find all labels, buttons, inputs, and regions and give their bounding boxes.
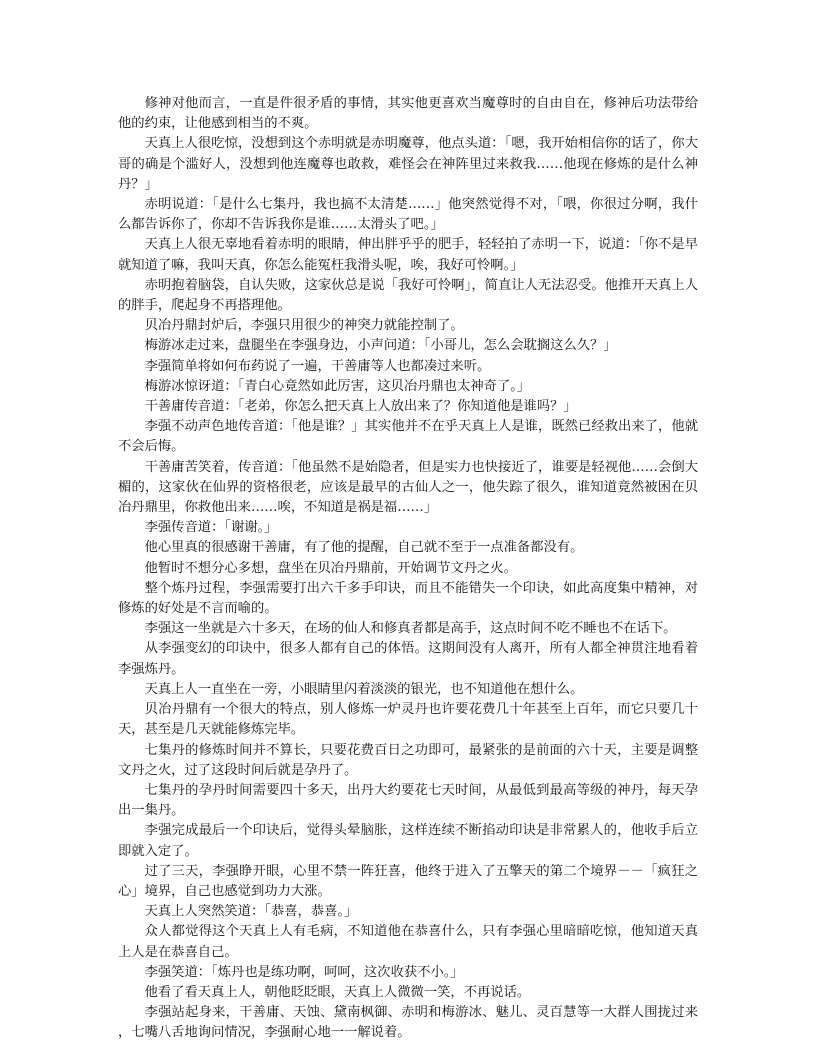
paragraph: 梅游冰走过来，盘腿坐在李强身边，小声问道：「小哥儿，怎么会耽搁这么久？」 — [144, 338, 617, 354]
paragraph: 天真上人一直坐在一旁，小眼睛里闪着淡淡的银光，也不知道他在想什么。 — [144, 681, 584, 697]
paragraph: 贝冶丹鼎有一个很大的特点，别人修炼一炉灵丹也许要花费几十年甚至上百年，而它只要几十天，甚至是几天就能修炼完毕。 — [118, 702, 698, 738]
paragraph: 李强这一坐就是六十多天，在场的仙人和修真者都是高手，这点时间不吃不睡也不在话下。 — [144, 621, 677, 637]
paragraph: 李强笑道：「炼丹也是练功啊，呵呵，这次收获不小。」 — [144, 964, 464, 980]
paragraph: 他心里真的很感谢干善庸，有了他的提醒，自己就不至于一点准备都没有。 — [144, 540, 584, 556]
paragraph: 梅游冰惊讶道：「青白心竟然如此厉害，这贝冶丹鼎也太神奇了。」 — [144, 378, 531, 394]
paragraph: 李强不动声色地传音道：「他是谁？」其实他并不在乎天真上人是谁，既然已经救出来了，他就不会后悔。 — [118, 419, 698, 455]
paragraph: 贝冶丹鼎封炉后，李强只用很少的神突力就能控制了。 — [144, 318, 464, 334]
paragraph: 修神对他而言，一直是件很矛盾的事情，其实他更喜欢当魔尊时的自由自在，修神后功法带给他的约束，让他感到相当的不爽。 — [118, 96, 698, 132]
paragraph: 李强站起身来，干善庸、天蚀、黛南枫御、赤明和梅游冰、魅儿、灵百慧等一大群人围拢过来，七嘴八舌地询问情况，李强耐心地一一解说着。 — [118, 1005, 698, 1041]
document-page — [118, 94, 698, 1044]
paragraph: 天真上人很无辜地看着赤明的眼睛，伸出胖乎乎的肥手，轻轻拍了赤明一下，说道：「你不是早就知道了嘛，我叫天真，你怎么能冤枉我滑头呢，唉，我好可怜啊。」 — [118, 237, 698, 273]
paragraph: 赤明说道：「是什么七集丹，我也搞不太清楚……」他突然觉得不对，「喂，你很过分啊，我什么都告诉你了，你却不告诉我你是谁……太滑头了吧。」 — [118, 197, 698, 233]
paragraph: 李强完成最后一个印诀后，觉得头晕脑胀，这样连续不断掐动印诀是非常累人的，他收手后立即就入定了。 — [118, 823, 698, 859]
paragraph: 李强传音道：「谢谢。」 — [144, 520, 278, 536]
paragraph: 整个炼丹过程，李强需要打出六千多手印诀，而且不能错失一个印诀，如此高度集中精神，对修炼的好处是不言而喻的。 — [118, 580, 698, 617]
paragraph: 干善庸苦笑着，传音道：「他虽然不是始隐者，但是实力也快接近了，谁要是轻视他……会倒大楣的，这家伙在仙界的资格很老，应该是最早的古仙人之一，他失踪了很久，谁知道竟然被困在贝冶丹鼎里，你救他出来……唉，不知道是祸是福……」 — [118, 459, 698, 516]
paragraph: 天真上人很吃惊，没想到这个赤明就是赤明魔尊，他点头道：「嗯，我开始相信你的话了，你大哥的确是个滥好人，没想到他连魔尊也敢救，难怪会在神阵里过来救我……他现在修炼的是什么神丹？」 — [118, 136, 698, 192]
paragraph: 赤明抱着脑袋，自认失败，这家伙总是说「我好可怜啊」，简直让人无法忍受。他推开天真上人的胖手，爬起身不再搭理他。 — [118, 277, 698, 314]
paragraph: 从李强变幻的印诀中，很多人都有自己的体悟。这期间没有人离开，所有人都全神贯注地看着李强炼丹。 — [118, 641, 698, 677]
paragraph: 七集丹的孕丹时间需要四十多天，出丹大约要花七天时间，从最低到最高等级的神丹，每天孕出一集丹。 — [118, 782, 698, 819]
paragraph: 他暂时不想分心多想，盘坐在贝冶丹鼎前，开始调节文丹之火。 — [144, 560, 517, 576]
paragraph: 七集丹的修炼时间并不算长，只要花费百日之功即可，最紧张的是前面的六十天，主要是调整文丹之火，过了这段时间后就是孕丹了。 — [118, 742, 698, 778]
paragraph: 干善庸传音道：「老弟，你怎么把天真上人放出来了？你知道他是谁吗？」 — [144, 399, 577, 415]
paragraph: 过了三天，李强睁开眼，心里不禁一阵狂喜，他终于进入了五擎天的第二个境界－－「疯狂之心」境界，自己也感觉到功力大涨。 — [118, 863, 698, 899]
paragraph: 众人都觉得这个天真上人有毛病，不知道他在恭喜什么，只有李强心里暗暗吃惊，他知道天真上人是在恭喜自己。 — [118, 924, 698, 960]
paragraph: 他看了看天真上人，朝他眨眨眼，天真上人微微一笑，不再说话。 — [144, 984, 531, 1000]
paragraph: 天真上人突然笑道：「恭喜，恭喜。」 — [144, 904, 358, 920]
paragraph: 李强简单将如何布药说了一遍，干善庸等人也都凑过来听。 — [144, 358, 491, 374]
